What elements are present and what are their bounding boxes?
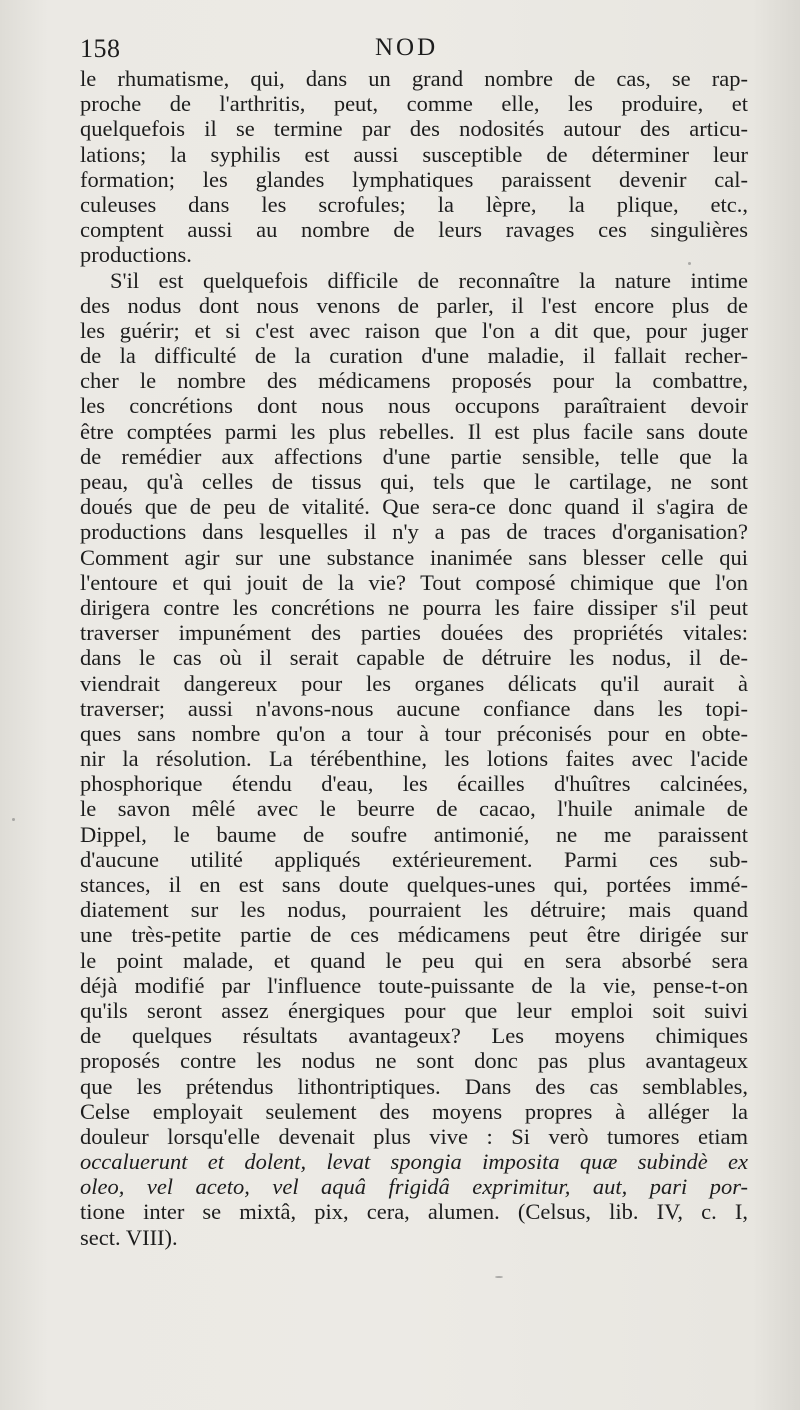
text-line: ques sans nombre qu'on a tour à tour préconisés pour en obte- <box>80 720 748 746</box>
text-line: d'aucune utilité appliqués extérieurement. Parmi ces sub- <box>80 846 748 872</box>
text-line: les guérir; et si c'est avec raison que l'on a dit que, pour juger <box>80 317 748 343</box>
text-line: productions dans lesquelles il n'y a pas de traces d'organisation? <box>80 519 748 545</box>
text-line: viendrait dangereux pour les organes délicats qu'il aurait à <box>80 670 748 696</box>
text-line: dans le cas où il serait capable de détruire les nodus, il de- <box>80 645 748 671</box>
text-line: de quelques résultats avantageux? Les moyens chimiques <box>80 1023 748 1049</box>
text-line: comptent aussi au nombre de leurs ravages ces singulières <box>80 217 748 243</box>
text-line: les concrétions dont nous nous occupons paraîtraient devoir <box>80 393 748 419</box>
text-line: douleur lorsqu'elle devenait plus vive : Si verò tumores etiam <box>80 1123 748 1149</box>
text-line: sect. VIII). <box>80 1224 178 1250</box>
text-line: culeuses dans les scrofules; la lèpre, la plique, etc., <box>80 191 748 217</box>
text-line: de la difficulté de la curation d'une maladie, il fallait recher- <box>80 343 748 369</box>
paper-speck <box>12 818 15 821</box>
text-line: dirigera contre les concrétions ne pourra les faire dissiper s'il peut <box>80 594 748 620</box>
running-head: NOD <box>375 34 439 61</box>
text-line: proposés contre les nodus ne sont donc pas plus avantageux <box>80 1048 748 1074</box>
text-line: traverser; aussi n'avons-nous aucune confiance dans les topi- <box>80 695 748 721</box>
text-line: le savon mêlé avec le beurre de cacao, l'huile animale de <box>80 796 748 822</box>
paper-speck <box>688 262 691 265</box>
text-line: déjà modifié par l'influence toute-puissante de la vie, pense-t-on <box>80 972 748 998</box>
text-line: tione inter se mixtâ, pix, cera, alumen. (Celsus, lib. IV, c. I, <box>80 1199 748 1225</box>
text-line: nir la résolution. La térébenthine, les lotions faites avec l'acide <box>80 746 748 772</box>
page-header <box>80 34 748 68</box>
text-line: de remédier aux affections d'une partie sensible, telle que la <box>80 443 748 469</box>
text-line: formation; les glandes lymphatiques paraissent devenir cal- <box>80 166 748 192</box>
text-line: stances, il en est sans doute quelques-unes qui, portées immé- <box>80 872 748 897</box>
text-line: une très-petite partie de ces médicamens peut être dirigée sur <box>80 922 748 948</box>
text-line: Celse employait seulement des moyens propres à alléger la <box>80 1098 748 1124</box>
text-line: l'entoure et qui jouit de la vie? Tout composé chimique que l'on <box>80 569 748 595</box>
body-text <box>80 66 748 1250</box>
page-number: 158 <box>80 34 121 63</box>
text-line: diatement sur les nodus, pourraient les détruire; mais quand <box>80 897 748 923</box>
text-line: quelquefois il se termine par des nodosités autour des articu- <box>80 116 748 142</box>
text-line: Dippel, le baume de soufre antimonié, ne me paraissent <box>80 821 748 847</box>
text-line: peau, qu'à celles de tissus qui, tels que le cartilage, ne sont <box>80 469 748 494</box>
text-line: le rhumatisme, qui, dans un grand nombre de cas, se rap- <box>80 66 748 91</box>
text-line: cher le nombre des médicamens proposés pour la combattre, <box>80 368 748 394</box>
text-line: doués que de peu de vitalité. Que sera-ce donc quand il s'agira de <box>80 494 748 520</box>
latin-quote-line: occaluerunt et dolent, levat spongia imposita quæ subindè ex <box>80 1149 748 1175</box>
text-line: traverser impunément des parties douées des propriétés vitales: <box>80 620 748 646</box>
text-line: être comptées parmi les plus rebelles. Il est plus facile sans doute <box>80 418 748 444</box>
text-line: lations; la syphilis est aussi susceptible de déterminer leur <box>80 141 748 167</box>
text-line: des nodus dont nous venons de parler, il l'est encore plus de <box>80 292 748 318</box>
paper-speck <box>495 1276 503 1278</box>
paragraph-first-line: S'il est quelquefois difficile de reconnaître la nature intime <box>110 267 748 293</box>
text-line: phosphorique étendu d'eau, les écailles d'huîtres calcinées, <box>80 771 748 797</box>
text-line: qu'ils seront assez énergiques pour que leur emploi soit suivi <box>80 997 748 1023</box>
text-line: que les prétendus lithontriptiques. Dans des cas semblables, <box>80 1073 748 1099</box>
text-line: le point malade, et quand le peu qui en sera absorbé sera <box>80 947 748 973</box>
text-line: productions. <box>80 242 192 268</box>
latin-quote-line: oleo, vel aceto, vel aquâ frigidâ exprimitur, aut, pari por- <box>80 1174 748 1200</box>
text-line: proche de l'arthritis, peut, comme elle, les produire, et <box>80 91 748 117</box>
text-line: Comment agir sur une substance inanimée sans blesser celle qui <box>80 544 748 570</box>
